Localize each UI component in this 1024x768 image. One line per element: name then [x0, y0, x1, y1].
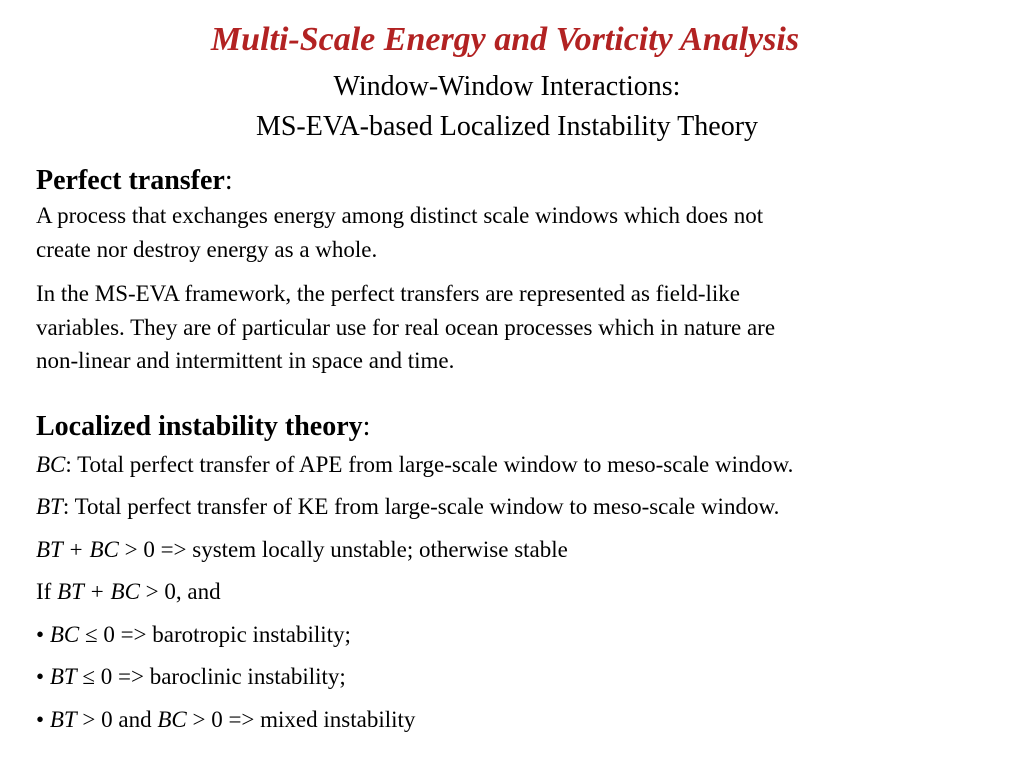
- criterion-text: > 0 => system locally unstable; otherwise stable: [118, 537, 568, 562]
- bullet-glyph: •: [36, 707, 45, 732]
- slide-title: Multi-Scale Energy and Vorticity Analysis: [210, 21, 800, 58]
- perfect-transfer-heading: [36, 163, 233, 199]
- bt-definition: [36, 492, 779, 522]
- bullet-mid-text: > 0 and: [76, 707, 158, 732]
- perfect-transfer-definition-line1: A process that exchanges energy among distinct scale windows which does not: [36, 203, 764, 228]
- instability-condition: [36, 577, 221, 607]
- bullet-symbol: BC: [49, 622, 80, 647]
- bullet-baroclinic: [36, 662, 346, 692]
- bullet-symbol: BT: [49, 664, 77, 689]
- bullet-text: ≤ 0 => baroclinic instability;: [76, 664, 346, 689]
- perfect-transfer-heading-colon: :: [224, 165, 233, 196]
- perfect-transfer-definition-line2: create nor destroy energy as a whole.: [36, 237, 378, 262]
- bullet-text: > 0 => mixed instability: [186, 707, 416, 732]
- perfect-transfer-paragraph-line3: non-linear and intermittent in space and time.: [36, 348, 455, 373]
- perfect-transfer-heading-text: Perfect transfer: [36, 165, 225, 196]
- bullet-symbol-2: BC: [157, 707, 187, 732]
- slide-subtitle-line1: Window-Window Interactions:: [333, 71, 681, 102]
- slide-subtitle-line2: MS-EVA-based Localized Instability Theory: [255, 111, 759, 142]
- instability-theory-heading: [36, 409, 370, 445]
- bullet-glyph: •: [36, 664, 45, 689]
- condition-prefix: If: [36, 579, 58, 604]
- bullet-mixed: [36, 705, 415, 735]
- bt-definition-text: : Total perfect transfer of KE from large-scale window to meso-scale window.: [62, 494, 780, 519]
- instability-theory-heading-text: Localized instability theory: [36, 411, 363, 442]
- bullet-symbol: BT: [49, 707, 77, 732]
- condition-expression: BT + BC: [57, 579, 140, 604]
- instability-theory-heading-colon: :: [362, 411, 371, 442]
- perfect-transfer-paragraph-line2: variables. They are of particular use for real ocean processes which in nature are: [36, 315, 776, 340]
- bc-definition: [36, 450, 793, 480]
- perfect-transfer-paragraph-line1: In the MS-EVA framework, the perfect transfers are represented as field-like: [36, 281, 740, 306]
- stability-criterion: [36, 535, 568, 565]
- bc-definition-text: : Total perfect transfer of APE from large-scale window to meso-scale window.: [65, 452, 794, 477]
- condition-text: > 0, and: [139, 579, 221, 604]
- bullet-text: ≤ 0 => barotropic instability;: [79, 622, 351, 647]
- bullet-barotropic: [36, 620, 351, 650]
- criterion-expression: BT + BC: [36, 537, 119, 562]
- bc-symbol: BC: [36, 452, 66, 477]
- bullet-glyph: •: [36, 622, 45, 647]
- bt-symbol: BT: [36, 494, 63, 519]
